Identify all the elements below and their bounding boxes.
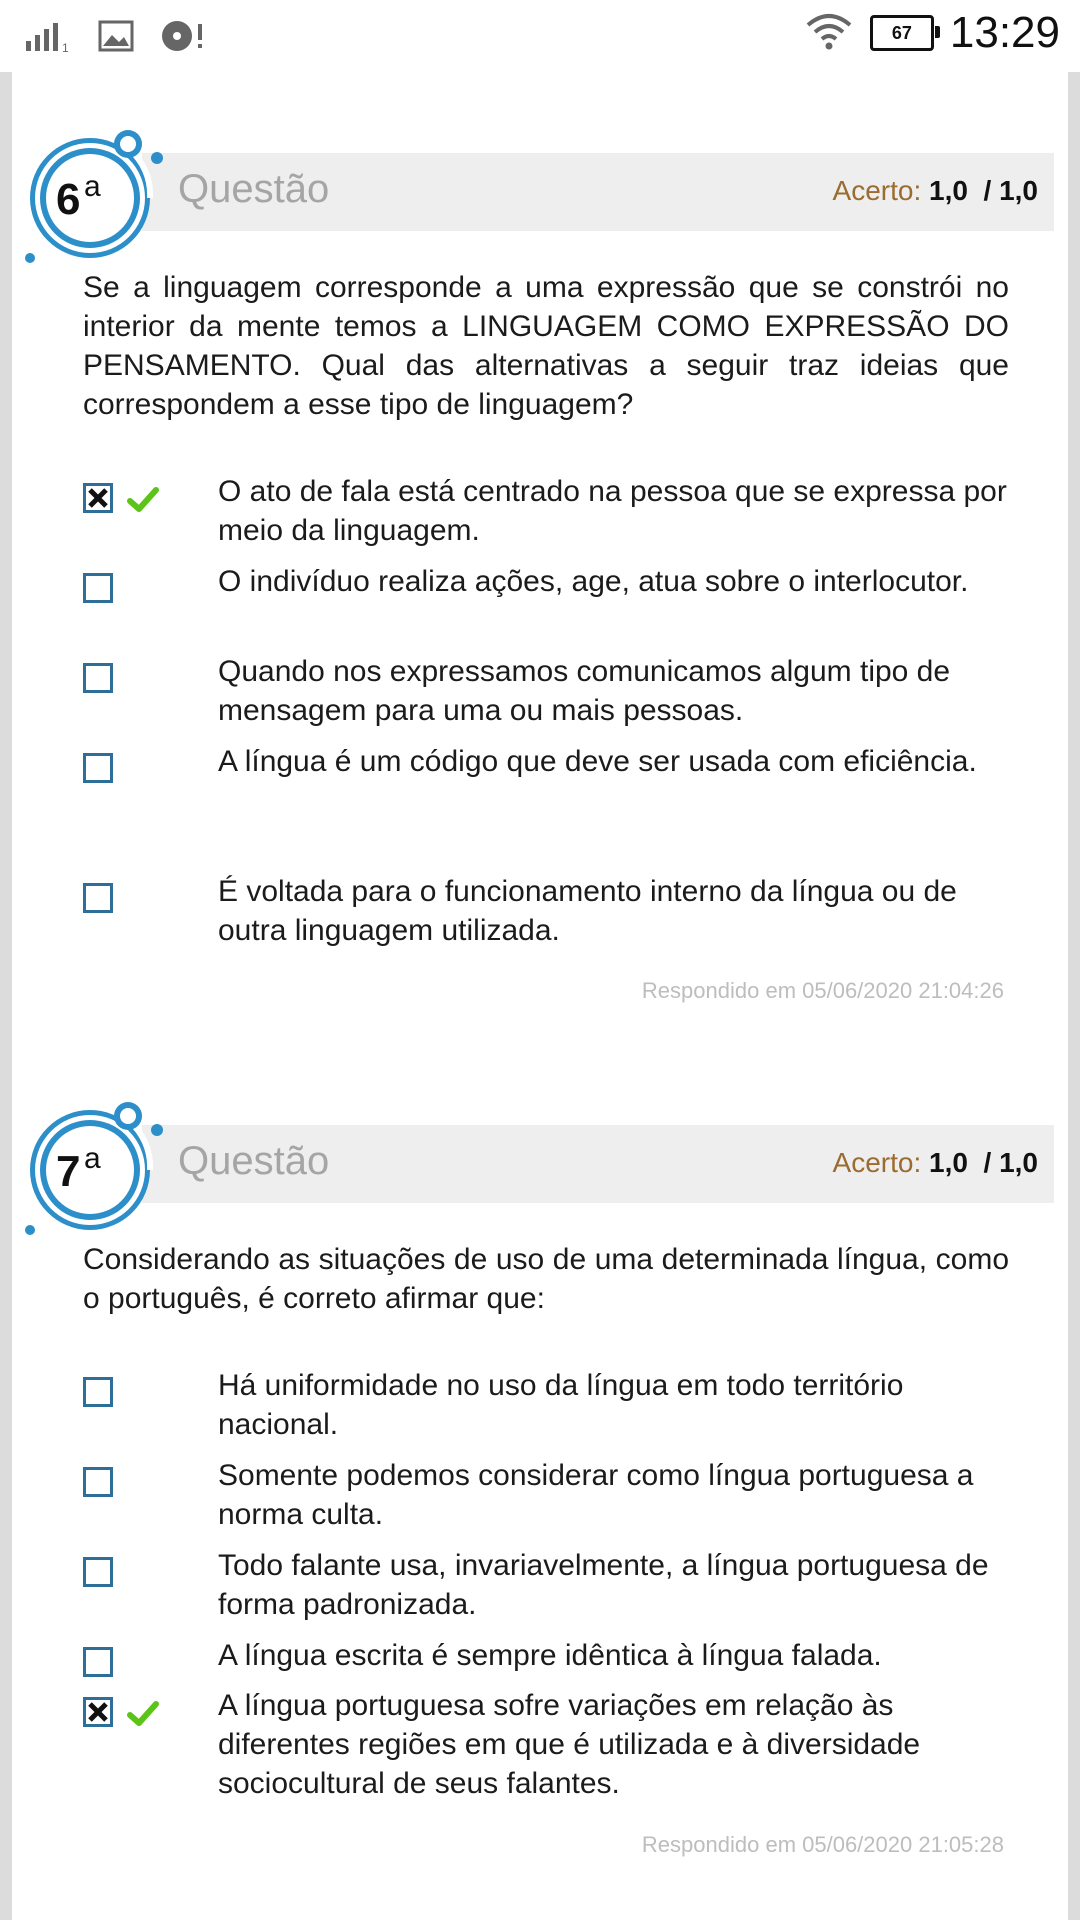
battery-icon bbox=[870, 15, 934, 51]
x-mark-icon bbox=[87, 1701, 109, 1723]
gallery-icon bbox=[98, 20, 134, 56]
option-checkbox[interactable] bbox=[83, 1697, 113, 1727]
svg-text:1: 1 bbox=[62, 41, 69, 53]
option-checkbox[interactable] bbox=[83, 483, 113, 513]
question-text: Considerando as situações de uso de uma determinada língua, como o português, é correto afirmar que: bbox=[83, 1243, 1009, 1315]
clock: 13:29 bbox=[949, 8, 1060, 57]
option-text: O indivíduo realiza ações, age, atua sobre o interlocutor. bbox=[218, 565, 969, 598]
question-ordinal: a bbox=[84, 170, 101, 203]
option-text: Há uniformidade no uso da língua em todo território nacional. bbox=[218, 1369, 904, 1441]
disc-alert-icon bbox=[160, 18, 206, 58]
score bbox=[833, 175, 1038, 207]
option-checkbox[interactable] bbox=[83, 1647, 113, 1677]
question-header bbox=[142, 153, 1054, 231]
option-checkbox[interactable] bbox=[83, 753, 113, 783]
score-label: Acerto: bbox=[832, 1147, 922, 1178]
option-text: Somente podemos considerar como língua portuguesa a norma culta. bbox=[218, 1459, 974, 1531]
battery-level: 67 bbox=[891, 22, 912, 43]
wifi-icon bbox=[804, 11, 854, 55]
score-value: 1,0 bbox=[929, 1147, 968, 1178]
x-mark-icon bbox=[87, 487, 109, 509]
option-text: É voltada para o funcionamento interno da língua ou de outra linguagem utilizada. bbox=[218, 875, 957, 947]
question-label: Questão bbox=[178, 1139, 330, 1183]
answered-timestamp: Respondido em 05/06/2020 21:04:26 bbox=[641, 978, 1004, 1003]
answered-timestamp: Respondido em 05/06/2020 21:05:28 bbox=[641, 1832, 1004, 1857]
option-checkbox[interactable] bbox=[83, 1557, 113, 1587]
question-number-badge bbox=[18, 116, 168, 266]
score-separator: / bbox=[983, 1147, 992, 1178]
question-text: Se a linguagem corresponde a uma expressão que se constrói no interior da mente temos a LINGUAGEM COMO EXPRESSÃO DO PENSAMENTO. Qual das alternativas a seguir traz ideias que correspondem a esse tipo de linguagem? bbox=[83, 271, 1009, 421]
option-checkbox[interactable] bbox=[83, 573, 113, 603]
option-text: A língua portuguesa sofre variações em relação às diferentes regiões em que é utilizada e à diversidade sociocultural de seus falantes. bbox=[218, 1689, 921, 1800]
status-bar bbox=[0, 0, 1080, 72]
option-text: O ato de fala está centrado na pessoa que se expressa por meio da linguagem. bbox=[218, 475, 1007, 547]
question-label: Questão bbox=[178, 167, 330, 211]
question-number: 6 bbox=[56, 175, 81, 224]
score-separator: / bbox=[983, 175, 992, 206]
option-checkbox[interactable] bbox=[83, 663, 113, 693]
correct-check-icon bbox=[127, 1700, 159, 1728]
option-text: A língua é um código que deve ser usada com eficiência. bbox=[218, 745, 977, 778]
signal-icon bbox=[26, 19, 72, 57]
question-number-badge bbox=[18, 1088, 168, 1238]
question-number: 7 bbox=[56, 1147, 81, 1196]
score bbox=[833, 1147, 1038, 1179]
option-text: A língua escrita é sempre idêntica à língua falada. bbox=[218, 1639, 882, 1672]
option-text: Quando nos expressamos comunicamos algum tipo de mensagem para uma ou mais pessoas. bbox=[218, 655, 951, 727]
question-ordinal: a bbox=[84, 1142, 101, 1175]
quiz-content bbox=[12, 72, 1068, 1920]
score-max: 1,0 bbox=[999, 1147, 1038, 1178]
score-value: 1,0 bbox=[929, 175, 968, 206]
option-text: Todo falante usa, invariavelmente, a língua portuguesa de forma padronizada. bbox=[218, 1549, 989, 1621]
option-checkbox[interactable] bbox=[83, 1377, 113, 1407]
score-label: Acerto: bbox=[832, 175, 922, 206]
option-checkbox[interactable] bbox=[83, 1467, 113, 1497]
score-max: 1,0 bbox=[999, 175, 1038, 206]
question-header bbox=[142, 1125, 1054, 1203]
option-checkbox[interactable] bbox=[83, 883, 113, 913]
correct-check-icon bbox=[127, 486, 159, 514]
